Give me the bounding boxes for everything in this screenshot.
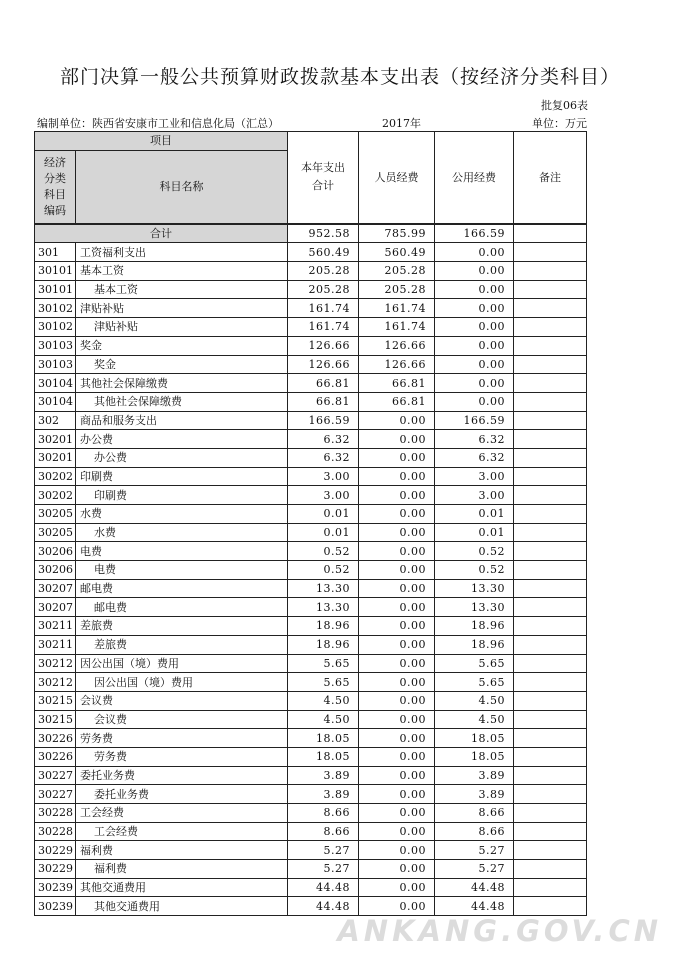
row-name: 工资福利支出: [76, 243, 288, 262]
table-row: [35, 878, 587, 897]
table-row: [35, 430, 587, 449]
row-public: 6.32: [435, 448, 514, 467]
total-public: 166.59: [435, 224, 514, 243]
row-name: 奖金: [76, 336, 288, 355]
row-personnel: 0.00: [359, 785, 435, 804]
row-code: 30206: [35, 561, 76, 580]
row-total: 0.52: [288, 542, 359, 561]
row-total: 205.28: [288, 280, 359, 299]
row-public: 13.30: [435, 579, 514, 598]
row-code: 30102: [35, 299, 76, 318]
row-public: 18.96: [435, 635, 514, 654]
row-remark: [514, 430, 587, 449]
header-remark: 备注: [514, 132, 587, 224]
row-public: 5.65: [435, 654, 514, 673]
table-row: [35, 729, 587, 748]
row-personnel: 0.00: [359, 654, 435, 673]
row-remark: [514, 505, 587, 524]
table-row: [35, 635, 587, 654]
row-public: 0.52: [435, 561, 514, 580]
row-remark: [514, 860, 587, 879]
row-public: 0.00: [435, 299, 514, 318]
table-row: [35, 448, 587, 467]
row-name: 福利费: [76, 860, 288, 879]
row-name: 办公费: [76, 430, 288, 449]
table-row: [35, 243, 587, 262]
row-name: 差旅费: [76, 635, 288, 654]
table-row: [35, 542, 587, 561]
table-row: [35, 486, 587, 505]
row-remark: [514, 561, 587, 580]
header-project: 项目: [35, 132, 288, 151]
page-title: 部门决算一般公共预算财政拨款基本支出表（按经济分类科目）: [59, 66, 620, 88]
table-row: [35, 280, 587, 299]
row-personnel: 0.00: [359, 411, 435, 430]
row-remark: [514, 822, 587, 841]
row-public: 18.96: [435, 617, 514, 636]
row-public: 0.00: [435, 355, 514, 374]
row-total: 3.89: [288, 785, 359, 804]
row-personnel: 0.00: [359, 841, 435, 860]
row-public: 0.00: [435, 336, 514, 355]
row-remark: [514, 542, 587, 561]
header-code: 经济 分类 科目 编码: [35, 150, 76, 224]
row-personnel: 0.00: [359, 598, 435, 617]
row-remark: [514, 392, 587, 411]
row-name: 工会经费: [76, 822, 288, 841]
row-personnel: 126.66: [359, 355, 435, 374]
row-personnel: 0.00: [359, 505, 435, 524]
row-personnel: 0.00: [359, 635, 435, 654]
table-row: [35, 318, 587, 337]
row-remark: [514, 747, 587, 766]
total-personnel: 785.99: [359, 224, 435, 243]
row-remark: [514, 411, 587, 430]
row-total: 18.05: [288, 747, 359, 766]
row-code: 30104: [35, 392, 76, 411]
header-name: 科目名称: [76, 150, 288, 224]
row-name: 劳务费: [76, 747, 288, 766]
row-personnel: 0.00: [359, 710, 435, 729]
row-personnel: 161.74: [359, 318, 435, 337]
row-code: 30205: [35, 523, 76, 542]
row-name: 邮电费: [76, 598, 288, 617]
row-public: 166.59: [435, 411, 514, 430]
row-code: 30212: [35, 654, 76, 673]
row-personnel: 205.28: [359, 280, 435, 299]
row-code: 30228: [35, 822, 76, 841]
table-row: [35, 617, 587, 636]
row-personnel: 0.00: [359, 561, 435, 580]
row-code: 30103: [35, 355, 76, 374]
row-remark: [514, 355, 587, 374]
row-public: 44.48: [435, 897, 514, 916]
row-remark: [514, 262, 587, 281]
row-remark: [514, 673, 587, 692]
row-personnel: 0.00: [359, 804, 435, 823]
row-total: 18.96: [288, 635, 359, 654]
row-remark: [514, 523, 587, 542]
fiscal-year: 2017年: [382, 117, 421, 130]
row-public: 0.01: [435, 523, 514, 542]
row-total: 205.28: [288, 262, 359, 281]
table-row: [35, 691, 587, 710]
table-row: [35, 841, 587, 860]
row-total: 4.50: [288, 710, 359, 729]
row-total: 126.66: [288, 355, 359, 374]
row-personnel: 0.00: [359, 467, 435, 486]
row-total: 0.01: [288, 523, 359, 542]
row-remark: [514, 729, 587, 748]
row-public: 18.05: [435, 729, 514, 748]
table-row: [35, 766, 587, 785]
table-row: [35, 579, 587, 598]
row-code: 302: [35, 411, 76, 430]
row-personnel: 0.00: [359, 523, 435, 542]
row-total: 5.65: [288, 673, 359, 692]
row-personnel: 0.00: [359, 860, 435, 879]
row-total: 66.81: [288, 374, 359, 393]
row-total: 0.52: [288, 561, 359, 580]
table-row: [35, 654, 587, 673]
row-name: 会议费: [76, 691, 288, 710]
row-name: 津贴补贴: [76, 299, 288, 318]
row-code: 30215: [35, 710, 76, 729]
row-personnel: 0.00: [359, 822, 435, 841]
row-total: 161.74: [288, 299, 359, 318]
row-remark: [514, 318, 587, 337]
table-row: [35, 336, 587, 355]
table-row: [35, 822, 587, 841]
row-code: 30211: [35, 617, 76, 636]
meta-line: [37, 115, 587, 129]
row-total: 8.66: [288, 804, 359, 823]
row-remark: [514, 243, 587, 262]
row-remark: [514, 299, 587, 318]
row-remark: [514, 841, 587, 860]
row-public: 6.32: [435, 430, 514, 449]
row-name: 水费: [76, 523, 288, 542]
row-name: 邮电费: [76, 579, 288, 598]
table-row: [35, 860, 587, 879]
row-code: 30215: [35, 691, 76, 710]
row-personnel: 0.00: [359, 729, 435, 748]
table-row: [35, 561, 587, 580]
row-remark: [514, 710, 587, 729]
row-personnel: 126.66: [359, 336, 435, 355]
table-row: [35, 467, 587, 486]
row-total: 18.96: [288, 617, 359, 636]
row-personnel: 560.49: [359, 243, 435, 262]
row-public: 0.00: [435, 374, 514, 393]
row-code: 30211: [35, 635, 76, 654]
row-code: 30103: [35, 336, 76, 355]
row-total: 13.30: [288, 579, 359, 598]
row-code: 30227: [35, 766, 76, 785]
row-personnel: 0.00: [359, 878, 435, 897]
row-total: 6.32: [288, 430, 359, 449]
row-code: 30202: [35, 486, 76, 505]
row-name: 基本工资: [76, 262, 288, 281]
row-name: 因公出国（境）费用: [76, 654, 288, 673]
watermark: ANKANG.GOV.CN: [337, 914, 662, 948]
row-remark: [514, 598, 587, 617]
row-public: 3.00: [435, 467, 514, 486]
table-row: [35, 505, 587, 524]
row-code: 30102: [35, 318, 76, 337]
table-row: [35, 355, 587, 374]
row-public: 3.00: [435, 486, 514, 505]
row-total: 44.48: [288, 878, 359, 897]
row-name: 差旅费: [76, 617, 288, 636]
row-total: 3.00: [288, 486, 359, 505]
row-public: 8.66: [435, 804, 514, 823]
row-name: 办公费: [76, 448, 288, 467]
row-public: 0.01: [435, 505, 514, 524]
row-public: 5.27: [435, 860, 514, 879]
row-public: 8.66: [435, 822, 514, 841]
row-code: 30202: [35, 467, 76, 486]
row-public: 0.00: [435, 243, 514, 262]
row-code: 30205: [35, 505, 76, 524]
table-row: [35, 747, 587, 766]
row-public: 3.89: [435, 766, 514, 785]
row-total: 3.89: [288, 766, 359, 785]
total-label: 合计: [35, 224, 288, 243]
row-code: 30226: [35, 729, 76, 748]
row-name: 会议费: [76, 710, 288, 729]
row-name: 其他社会保障缴费: [76, 374, 288, 393]
header-total: 本年支出 合计: [288, 132, 359, 224]
form-number: 批复06表: [541, 99, 588, 112]
row-name: 津贴补贴: [76, 318, 288, 337]
row-personnel: 0.00: [359, 579, 435, 598]
row-code: 30227: [35, 785, 76, 804]
row-total: 5.27: [288, 860, 359, 879]
currency-unit: 单位：万元: [532, 117, 587, 130]
row-remark: [514, 448, 587, 467]
row-code: 30229: [35, 841, 76, 860]
row-public: 0.00: [435, 392, 514, 411]
row-public: 0.00: [435, 280, 514, 299]
table-row: [35, 598, 587, 617]
table-row: [35, 710, 587, 729]
row-public: 4.50: [435, 691, 514, 710]
row-remark: [514, 617, 587, 636]
row-remark: [514, 579, 587, 598]
header-public: 公用经费: [435, 132, 514, 224]
table-row: [35, 411, 587, 430]
row-name: 委托业务费: [76, 785, 288, 804]
table-row: [35, 523, 587, 542]
row-personnel: 205.28: [359, 262, 435, 281]
row-name: 电费: [76, 542, 288, 561]
row-total: 0.01: [288, 505, 359, 524]
row-personnel: 0.00: [359, 617, 435, 636]
row-personnel: 0.00: [359, 448, 435, 467]
row-code: 30207: [35, 579, 76, 598]
row-total: 560.49: [288, 243, 359, 262]
row-code: 30201: [35, 430, 76, 449]
row-code: 30239: [35, 878, 76, 897]
row-remark: [514, 336, 587, 355]
row-total: 166.59: [288, 411, 359, 430]
row-total: 6.32: [288, 448, 359, 467]
row-remark: [514, 467, 587, 486]
row-public: 0.00: [435, 262, 514, 281]
row-remark: [514, 486, 587, 505]
row-code: 30226: [35, 747, 76, 766]
row-personnel: 0.00: [359, 673, 435, 692]
row-remark: [514, 635, 587, 654]
row-name: 印刷费: [76, 467, 288, 486]
row-public: 5.65: [435, 673, 514, 692]
row-code: 30212: [35, 673, 76, 692]
table-row: [35, 392, 587, 411]
row-remark: [514, 691, 587, 710]
table-row: [35, 299, 587, 318]
row-public: 0.00: [435, 318, 514, 337]
row-personnel: 0.00: [359, 542, 435, 561]
compiling-unit: 编制单位：陕西省安康市工业和信息化局（汇总）: [37, 117, 279, 130]
row-code: 30207: [35, 598, 76, 617]
row-total: 66.81: [288, 392, 359, 411]
row-personnel: 0.00: [359, 430, 435, 449]
row-remark: [514, 878, 587, 897]
row-code: 30206: [35, 542, 76, 561]
row-personnel: 161.74: [359, 299, 435, 318]
row-name: 其他交通费用: [76, 897, 288, 916]
row-total: 5.65: [288, 654, 359, 673]
row-name: 商品和服务支出: [76, 411, 288, 430]
table-row: [35, 897, 587, 916]
row-personnel: 66.81: [359, 374, 435, 393]
row-name: 福利费: [76, 841, 288, 860]
row-remark: [514, 897, 587, 916]
row-code: 30101: [35, 262, 76, 281]
row-name: 基本工资: [76, 280, 288, 299]
table-row: [35, 673, 587, 692]
row-public: 0.52: [435, 542, 514, 561]
table-row: [35, 262, 587, 281]
row-total: 161.74: [288, 318, 359, 337]
row-public: 13.30: [435, 598, 514, 617]
row-name: 印刷费: [76, 486, 288, 505]
row-remark: [514, 654, 587, 673]
row-personnel: 0.00: [359, 691, 435, 710]
row-remark: [514, 374, 587, 393]
row-name: 因公出国（境）费用: [76, 673, 288, 692]
row-public: 4.50: [435, 710, 514, 729]
row-total: 126.66: [288, 336, 359, 355]
row-code: 301: [35, 243, 76, 262]
row-public: 44.48: [435, 878, 514, 897]
row-personnel: 0.00: [359, 747, 435, 766]
row-total: 3.00: [288, 467, 359, 486]
row-personnel: 66.81: [359, 392, 435, 411]
row-name: 电费: [76, 561, 288, 580]
row-total: 5.27: [288, 841, 359, 860]
row-name: 奖金: [76, 355, 288, 374]
row-total: 8.66: [288, 822, 359, 841]
row-remark: [514, 280, 587, 299]
row-code: 30104: [35, 374, 76, 393]
row-total: 18.05: [288, 729, 359, 748]
row-public: 3.89: [435, 785, 514, 804]
table-row: [35, 785, 587, 804]
row-remark: [514, 766, 587, 785]
row-public: 18.05: [435, 747, 514, 766]
row-name: 水费: [76, 505, 288, 524]
table-row: [35, 374, 587, 393]
row-code: 30101: [35, 280, 76, 299]
row-name: 委托业务费: [76, 766, 288, 785]
row-remark: [514, 785, 587, 804]
row-name: 工会经费: [76, 804, 288, 823]
table-row: [35, 804, 587, 823]
row-name: 其他社会保障缴费: [76, 392, 288, 411]
row-code: 30228: [35, 804, 76, 823]
total-remark: [514, 224, 587, 243]
row-name: 其他交通费用: [76, 878, 288, 897]
total-sum: 952.58: [288, 224, 359, 243]
row-total: 13.30: [288, 598, 359, 617]
row-name: 劳务费: [76, 729, 288, 748]
row-public: 5.27: [435, 841, 514, 860]
row-code: 30229: [35, 860, 76, 879]
row-code: 30201: [35, 448, 76, 467]
row-code: 30239: [35, 897, 76, 916]
total-row: [35, 224, 587, 243]
row-remark: [514, 804, 587, 823]
row-personnel: 0.00: [359, 766, 435, 785]
expenditure-table: [34, 131, 587, 916]
row-total: 4.50: [288, 691, 359, 710]
header-personnel: 人员经费: [359, 132, 435, 224]
row-personnel: 0.00: [359, 897, 435, 916]
row-personnel: 0.00: [359, 486, 435, 505]
row-total: 44.48: [288, 897, 359, 916]
